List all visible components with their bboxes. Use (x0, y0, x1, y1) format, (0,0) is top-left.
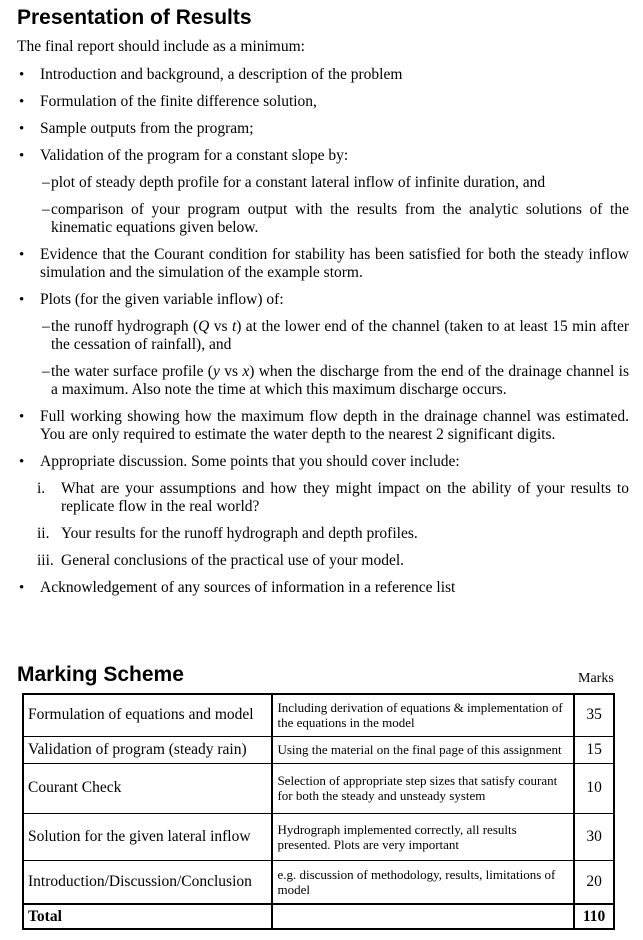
var-x: x (242, 363, 250, 380)
list-item-text: Plots (for the given variable inflow) of: (40, 291, 284, 308)
intro-text: The final report should include as a minimum: (17, 38, 305, 55)
bullet-icon: • (19, 454, 25, 470)
table-cell-item: Validation of program (steady rain) (23, 736, 272, 763)
bullet-icon: • (19, 121, 25, 137)
sub-item-text: ) at the lower end of the channel (taken to at least 15 min after the cessation of rainfall), and (51, 318, 629, 353)
numbered-item (17, 525, 629, 543)
list-item (17, 66, 629, 84)
table-cell-item: Courant Check (23, 763, 272, 813)
sub-item-text: ) when the discharge from the end of the drainage channel is a maximum. Also note the time at which this maximum discharge occurs. (51, 363, 629, 398)
section-title-presentation: Presentation of Results (17, 6, 252, 29)
list-item (17, 579, 629, 597)
table-cell-marks: 20 (574, 860, 614, 904)
bullet-icon: • (19, 580, 25, 596)
table-cell-item: Solution for the given lateral inflow (23, 813, 272, 860)
table-row-total (23, 904, 614, 929)
dash-icon: – (42, 363, 50, 380)
bullet-icon: • (19, 247, 25, 263)
list-item (17, 408, 629, 444)
dash-icon: – (42, 201, 50, 218)
table-cell-marks: 15 (574, 736, 614, 763)
requirements-list (17, 66, 629, 597)
bullet-icon: • (19, 292, 25, 308)
list-item (17, 246, 629, 282)
table-row (23, 860, 614, 904)
marks-column-label: Marks (578, 671, 614, 686)
bullet-icon: • (19, 94, 25, 110)
table-cell-description: e.g. discussion of methodology, results, limitations of model (272, 860, 574, 904)
table-row (23, 813, 614, 860)
table-cell-description: Including derivation of equations & implementation of the equations in the model (272, 694, 574, 736)
marking-scheme-table (22, 693, 615, 930)
list-item-text: Sample outputs from the program; (40, 120, 254, 137)
list-item-text: Full working showing how the maximum flow depth in the drainage channel was estimated. You are only required to estimate the water depth to the nearest 2 significant digits. (40, 408, 629, 443)
sub-item-text: comparison of your program output with the results from the analytic solutions of the kinematic equations given below. (51, 201, 629, 236)
table-row (23, 736, 614, 763)
table-cell-description: Hydrograph implemented correctly, all results presented. Plots are very important (272, 813, 574, 860)
numbered-item (17, 480, 629, 516)
table-cell-description: Selection of appropriate step sizes that satisfy courant for both the steady and unsteady system (272, 763, 574, 813)
table-cell-marks: 10 (574, 763, 614, 813)
list-item (17, 93, 629, 111)
list-item-text: Appropriate discussion. Some points that you should cover include: (40, 453, 460, 470)
table-row (23, 763, 614, 813)
sub-item (17, 318, 629, 354)
bullet-icon: • (19, 148, 25, 164)
var-y: y (212, 363, 220, 380)
bullet-icon: • (19, 67, 25, 83)
sub-item-text: plot of steady depth profile for a constant lateral inflow of infinite duration, and (51, 174, 546, 191)
list-item (17, 453, 629, 471)
total-marks: 110 (574, 904, 614, 929)
bullet-icon: • (19, 409, 25, 425)
sub-item-text: vs (209, 318, 232, 335)
numbered-item (17, 552, 629, 570)
dash-icon: – (42, 318, 50, 335)
section-title-marking-scheme: Marking Scheme (17, 663, 184, 686)
total-label: Total (23, 904, 272, 929)
sub-item-text: vs (219, 363, 243, 380)
numbered-item-text: Your results for the runoff hydrograph and depth profiles. (61, 525, 418, 542)
var-t: t (231, 318, 237, 335)
table-cell-item: Introduction/Discussion/Conclusion (23, 860, 272, 904)
list-item (17, 120, 629, 138)
list-item (17, 147, 629, 165)
numbered-item-text: General conclusions of the practical use of your model. (61, 552, 405, 569)
list-item-text: Evidence that the Courant condition for stability has been satisfied for both the steady inflow simulation and the simulation of the example storm. (40, 246, 629, 281)
total-empty-cell (272, 904, 574, 929)
var-q: Q (198, 318, 210, 335)
table-cell-marks: 35 (574, 694, 614, 736)
numbered-item-text: What are your assumptions and how they might impact on the ability of your results to replicate flow in the real world? (61, 480, 629, 515)
table-cell-marks: 30 (574, 813, 614, 860)
list-item-text: Acknowledgement of any sources of information in a reference list (40, 579, 456, 596)
table-cell-item: Formulation of equations and model (23, 694, 272, 736)
list-item-text: Formulation of the finite difference solution, (40, 93, 317, 110)
table-row (23, 694, 614, 736)
item-number: i. (37, 480, 46, 497)
list-item-text: Introduction and background, a description of the problem (40, 66, 403, 83)
list-item-text: Validation of the program for a constant slope by: (40, 147, 349, 164)
list-item (17, 291, 629, 309)
table-cell-description: Using the material on the final page of this assignment (272, 736, 574, 763)
sub-item (17, 363, 629, 399)
item-number: ii. (37, 525, 50, 542)
sub-item (17, 174, 629, 192)
sub-item (17, 201, 629, 237)
item-number: iii. (37, 552, 54, 569)
sub-item-text: the runoff hydrograph ( (51, 318, 199, 335)
dash-icon: – (42, 174, 50, 191)
sub-item-text: the water surface profile ( (51, 363, 213, 380)
